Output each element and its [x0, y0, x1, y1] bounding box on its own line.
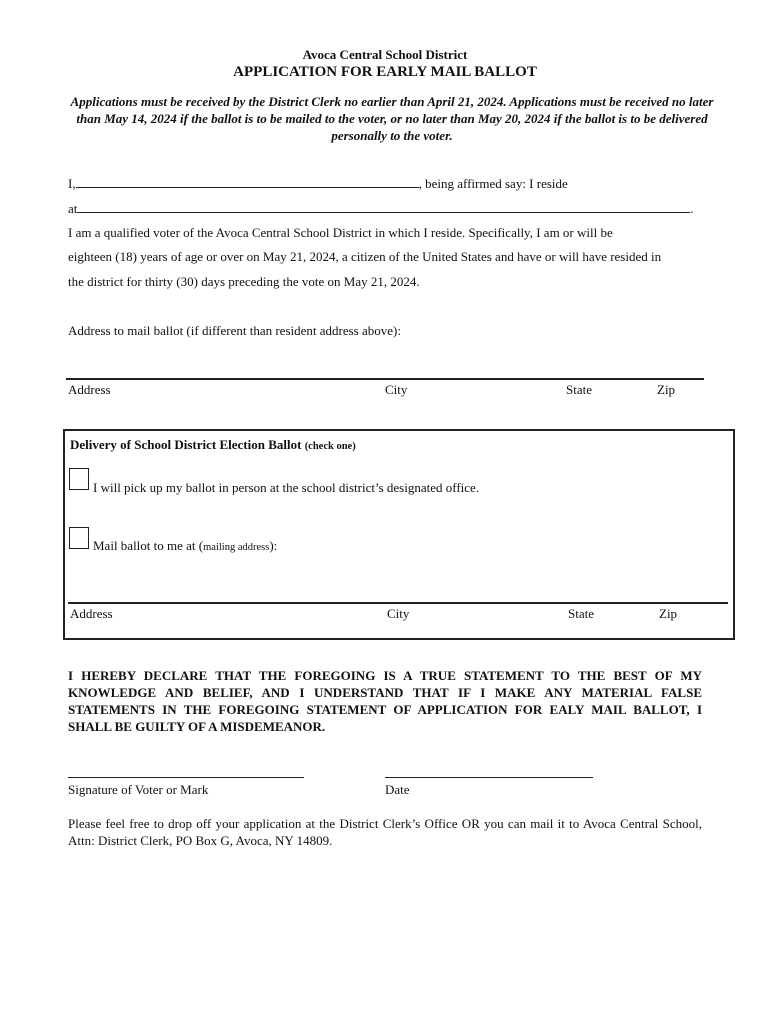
date-label: Date	[385, 782, 410, 797]
district-name: Avoca Central School District	[302, 47, 468, 62]
delivery-heading-text: Delivery of School District Election Ballot	[70, 437, 302, 452]
qualification-line-1: I am a qualified voter of the Avoca Central School District in which I reside. Specifically, I am or will be	[68, 225, 613, 240]
at-prefix: at	[68, 201, 78, 216]
affirmation-line-2	[68, 201, 694, 217]
mailing-address-note: mailing address	[203, 542, 270, 553]
mail-option-end: ):	[269, 538, 278, 553]
mail-checkbox[interactable]	[69, 527, 89, 549]
mail-address-col-label: Address	[68, 382, 111, 397]
delivery-zip-col-label: Zip	[659, 606, 678, 621]
mail-option-text: Mail ballot to me at (	[93, 538, 204, 553]
pickup-checkbox[interactable]	[69, 468, 89, 490]
voter-name-field[interactable]	[76, 176, 419, 188]
drop-off-instructions: Please feel free to drop off your application at the District Clerk’s Office OR you can mail it to Avoca Central School, Attn: District Clerk, PO Box G, Avoca, NY 14809.	[68, 816, 702, 848]
qualification-line-3: the district for thirty (30) days preceding the vote on May 21, 2024.	[68, 274, 420, 289]
declaration-statement: I HEREBY DECLARE THAT THE FOREGOING IS A TRUE STATEMENT TO THE BEST OF MY KNOWLEDGE AND BELIEF, AND I UNDERSTAND THAT IF I MAKE ANY MATERIAL FALSE STATEMENTS IN THE FOREGOING STATEMENT OF APPLICATION FOR EALY MAIL BALLOT, I SHALL BE GUILTY OF A MISDEMEANOR.	[68, 668, 702, 734]
date-field[interactable]	[385, 777, 593, 778]
qualification-line-2: eighteen (18) years of age or over on May 21, 2024, a citizen of the United States and have or will have resided in	[68, 249, 662, 264]
signature-field[interactable]	[68, 777, 304, 778]
delivery-address-col-label: Address	[70, 606, 113, 621]
delivery-city-col-label: City	[387, 606, 410, 621]
mail-zip-col-label: Zip	[657, 382, 676, 397]
delivery-address-field[interactable]	[68, 602, 728, 604]
mail-address-label: Address to mail ballot (if different than resident address above):	[68, 323, 401, 338]
check-one-note: (check one)	[304, 441, 356, 452]
affirmation-line-1	[68, 176, 568, 192]
mail-option-label	[93, 538, 277, 554]
signature-label: Signature of Voter or Mark	[68, 782, 209, 797]
delivery-heading	[70, 437, 356, 453]
name-prefix: I,	[68, 176, 76, 191]
delivery-state-col-label: State	[568, 606, 594, 621]
intro-paragraph: Applications must be received by the District Clerk no earlier than April 21, 2024. Applications must be received no later than May 14, 2024 if the ballot is to be mailed to the voter, or no later than May 20, 2024 if the ballot is to be delivered personally to the voter.	[70, 94, 714, 143]
form-title: APPLICATION FOR EARLY MAIL BALLOT	[233, 64, 537, 80]
mail-city-col-label: City	[385, 382, 408, 397]
mail-state-col-label: State	[566, 382, 592, 397]
period: .	[690, 201, 694, 216]
pickup-option-label: I will pick up my ballot in person at the school district’s designated office.	[93, 480, 480, 495]
mail-address-field[interactable]	[66, 378, 704, 380]
affirmation-reside-text: , being affirmed say: I reside	[418, 176, 568, 191]
residence-address-field[interactable]	[77, 201, 690, 213]
